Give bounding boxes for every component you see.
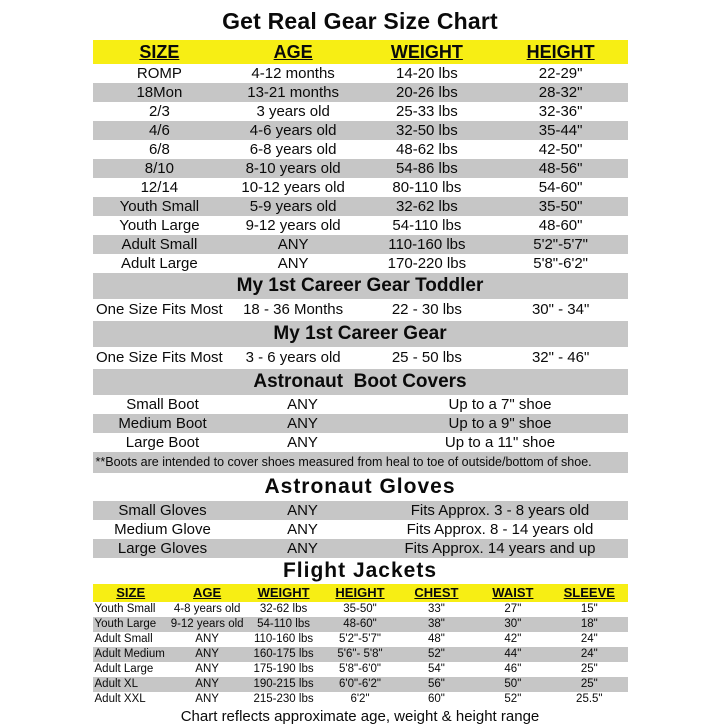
table-cell: Youth Large xyxy=(94,618,157,630)
table-cell: 10-12 years old xyxy=(241,179,345,196)
table-cell: 42" xyxy=(504,633,522,645)
column-header-size: SIZE xyxy=(116,585,146,600)
table-cell: 3 - 6 years old xyxy=(245,349,341,366)
table-cell: 5'2"-5'7" xyxy=(339,633,381,645)
table-cell: 6/8 xyxy=(148,141,170,158)
table-cell: ANY xyxy=(195,663,219,675)
table-cell: Up to a 11" shoe xyxy=(444,434,556,451)
table-cell: ANY xyxy=(287,521,318,538)
table-cell: 52" xyxy=(504,693,522,705)
table-cell: 18 - 36 Months xyxy=(243,301,344,318)
table-row xyxy=(93,433,628,452)
table-cell: One Size Fits Most xyxy=(96,301,223,318)
table-cell: 30" - 34" xyxy=(531,301,590,318)
table-row xyxy=(93,347,628,369)
table-cell: Youth Large xyxy=(119,217,200,234)
table-cell: 8-10 years old xyxy=(245,160,341,177)
table-cell: Adult Small xyxy=(121,236,198,253)
table-cell: 54-60" xyxy=(538,179,583,196)
column-header-height: HEIGHT xyxy=(526,42,595,62)
table-cell: 32-50 lbs xyxy=(396,122,458,139)
table-cell: Large Boot xyxy=(125,434,200,451)
table-cell: ANY xyxy=(277,236,309,253)
table-cell: 46" xyxy=(504,663,522,675)
table-cell: Fits Approx. 3 - 8 years old xyxy=(410,502,590,519)
table-cell: Medium Glove xyxy=(114,521,211,538)
table-cell: Fits Approx. 14 years and up xyxy=(404,540,596,557)
section-title-toddler: My 1st Career Gear Toddler xyxy=(93,273,628,299)
table-cell: 44" xyxy=(504,648,522,660)
table-cell: 18" xyxy=(580,618,598,630)
table-cell: 6'0"-6'2" xyxy=(339,678,381,690)
table-cell: Adult XL xyxy=(94,678,138,690)
section-title-boots: Astronaut Boot Covers xyxy=(93,369,628,395)
table-row xyxy=(93,159,628,178)
table-cell: 35-50" xyxy=(343,603,377,615)
table-cell: Youth Small xyxy=(119,198,200,215)
footer-note: Chart reflects approximate age, weight & height range xyxy=(180,708,540,725)
table-cell: 54-86 lbs xyxy=(396,160,458,177)
table-cell: 27" xyxy=(504,603,522,615)
table-row xyxy=(93,216,628,235)
table-cell: 48" xyxy=(427,633,445,645)
table-row xyxy=(93,647,628,662)
table-cell: 54-110 lbs xyxy=(392,217,462,234)
table-cell: 3 years old xyxy=(256,103,330,120)
table-cell: 15" xyxy=(580,603,598,615)
boots-note: **Boots are intended to cover shoes measured from heal to toe of outside/bottom of shoe. xyxy=(93,452,628,473)
column-header-weight: WEIGHT xyxy=(390,42,463,62)
table-row xyxy=(93,617,628,632)
table-row xyxy=(93,235,628,254)
table-row xyxy=(93,539,628,558)
table-cell: 24" xyxy=(580,648,598,660)
column-header-height: HEIGHT xyxy=(335,585,385,600)
section-title-flight-jackets: Flight Jackets xyxy=(93,558,628,584)
table-cell: Adult Small xyxy=(94,633,153,645)
table-cell: 5'8"-6'0" xyxy=(339,663,381,675)
table-cell: ANY xyxy=(287,415,318,432)
table-cell: 32-62 lbs xyxy=(259,603,308,615)
table-cell: 30" xyxy=(504,618,522,630)
flight-table-header xyxy=(93,584,628,602)
table-cell: 4-6 years old xyxy=(249,122,337,139)
table-row xyxy=(93,677,628,692)
table-cell: 175-190 lbs xyxy=(253,663,314,675)
table-cell: 5'2"-5'7" xyxy=(533,236,588,253)
table-cell: 48-60" xyxy=(343,618,377,630)
table-cell: 56" xyxy=(427,678,445,690)
table-cell: 9-12 years old xyxy=(245,217,341,234)
table-cell: 8/10 xyxy=(144,160,174,177)
table-cell: 110-160 lbs xyxy=(388,236,466,253)
table-row xyxy=(93,395,628,414)
table-cell: 5-9 years old xyxy=(249,198,337,215)
table-cell: 54-110 lbs xyxy=(257,618,310,630)
table-cell: 13-21 months xyxy=(247,84,339,101)
table-cell: 14-20 lbs xyxy=(396,65,458,82)
table-cell: 25 - 50 lbs xyxy=(391,349,462,366)
column-header-waist: WAIST xyxy=(492,585,534,600)
gloves-table-body xyxy=(93,501,628,558)
table-row xyxy=(93,102,628,121)
table-row xyxy=(93,121,628,140)
table-cell: 32-36" xyxy=(538,103,583,120)
table-row xyxy=(93,64,628,83)
main-table-header xyxy=(93,40,628,64)
table-cell: 48-60" xyxy=(538,217,583,234)
table-cell: One Size Fits Most xyxy=(96,349,223,366)
table-cell: 4-8 years old xyxy=(173,603,241,615)
boots-table-body xyxy=(93,395,628,452)
table-cell: ANY xyxy=(195,693,219,705)
table-cell: 190-215 lbs xyxy=(253,678,314,690)
table-cell: 6-8 years old xyxy=(249,141,337,158)
table-cell: 33" xyxy=(427,603,445,615)
table-cell: Youth Small xyxy=(94,603,156,615)
column-header-chest: CHEST xyxy=(414,585,459,600)
table-cell: 6'2" xyxy=(350,693,370,705)
table-cell: 54" xyxy=(427,663,445,675)
table-cell: 25" xyxy=(580,678,598,690)
table-cell: 5'6"- 5'8" xyxy=(337,648,383,660)
section-title-gloves: Astronaut Gloves xyxy=(93,473,628,501)
table-cell: 50" xyxy=(504,678,522,690)
table-cell: 5'8"-6'2" xyxy=(533,255,588,272)
table-cell: 25" xyxy=(580,663,598,675)
table-cell: Up to a 9" shoe xyxy=(448,415,552,432)
table-cell: Up to a 7" shoe xyxy=(448,396,552,413)
toddler-table-body xyxy=(93,299,628,321)
table-cell: 4-12 months xyxy=(251,65,335,82)
table-row xyxy=(93,501,628,520)
table-cell: 38" xyxy=(427,618,445,630)
table-row xyxy=(93,520,628,539)
table-cell: 48-62 lbs xyxy=(396,141,458,158)
table-cell: ANY xyxy=(287,434,318,451)
table-cell: 52" xyxy=(427,648,445,660)
table-cell: 160-175 lbs xyxy=(253,648,314,660)
size-chart xyxy=(93,40,628,707)
table-row xyxy=(93,299,628,321)
table-row xyxy=(93,414,628,433)
table-cell: Fits Approx. 8 - 14 years old xyxy=(406,521,594,538)
table-row xyxy=(93,197,628,216)
table-cell: 32" - 46" xyxy=(531,349,590,366)
table-cell: Adult Large xyxy=(94,663,154,675)
page-title: Get Real Gear Size Chart xyxy=(222,8,498,34)
flight-table-body xyxy=(93,602,628,707)
table-row xyxy=(93,602,628,617)
table-cell: 35-50" xyxy=(538,198,583,215)
column-header-size: SIZE xyxy=(139,42,180,62)
table-row xyxy=(93,83,628,102)
table-cell: 48-56" xyxy=(538,160,583,177)
main-table-body xyxy=(93,64,628,273)
table-cell: 42-50" xyxy=(538,141,583,158)
table-cell: ANY xyxy=(195,678,219,690)
table-row xyxy=(93,178,628,197)
table-cell: 60" xyxy=(427,693,445,705)
table-cell: Medium Boot xyxy=(118,415,207,432)
table-cell: 12/14 xyxy=(140,179,179,196)
career-table-body xyxy=(93,347,628,369)
table-cell: 9-12 years old xyxy=(170,618,244,630)
table-cell: Small Gloves xyxy=(118,502,207,519)
table-row xyxy=(93,632,628,647)
table-cell: 110-160 lbs xyxy=(253,633,314,645)
table-cell: 2/3 xyxy=(148,103,170,120)
table-cell: 25-33 lbs xyxy=(396,103,458,120)
table-cell: Adult Large xyxy=(121,255,198,272)
table-row xyxy=(93,662,628,677)
table-cell: 22 - 30 lbs xyxy=(391,301,462,318)
table-cell: ROMP xyxy=(136,65,182,82)
table-cell: 24" xyxy=(580,633,598,645)
table-cell: ANY xyxy=(195,633,219,645)
table-cell: Large Gloves xyxy=(117,540,208,557)
table-cell: 4/6 xyxy=(148,122,170,139)
table-cell: 22-29" xyxy=(538,65,583,82)
table-cell: ANY xyxy=(287,540,318,557)
section-title-career: My 1st Career Gear xyxy=(93,321,628,347)
table-cell: Adult Medium xyxy=(94,648,165,660)
table-cell: Small Boot xyxy=(126,396,199,413)
table-cell: 18Mon xyxy=(136,84,183,101)
table-cell: 80-110 lbs xyxy=(392,179,462,196)
table-cell: ANY xyxy=(287,502,318,519)
table-cell: 35-44" xyxy=(538,122,583,139)
table-row xyxy=(93,140,628,159)
table-cell: Adult XXL xyxy=(94,693,146,705)
table-cell: ANY xyxy=(195,648,219,660)
table-cell: 170-220 lbs xyxy=(387,255,467,272)
table-row xyxy=(93,692,628,707)
table-cell: 28-32" xyxy=(538,84,583,101)
table-cell: 20-26 lbs xyxy=(396,84,458,101)
table-cell: ANY xyxy=(287,396,318,413)
table-cell: ANY xyxy=(277,255,309,272)
table-cell: 215-230 lbs xyxy=(253,693,314,705)
table-cell: 25.5" xyxy=(576,693,603,705)
column-header-sleeve: SLEEVE xyxy=(563,585,615,600)
table-row xyxy=(93,254,628,273)
column-header-age: AGE xyxy=(273,42,313,62)
column-header-age: AGE xyxy=(193,585,222,600)
table-cell: 32-62 lbs xyxy=(396,198,458,215)
column-header-weight: WEIGHT xyxy=(257,585,310,600)
